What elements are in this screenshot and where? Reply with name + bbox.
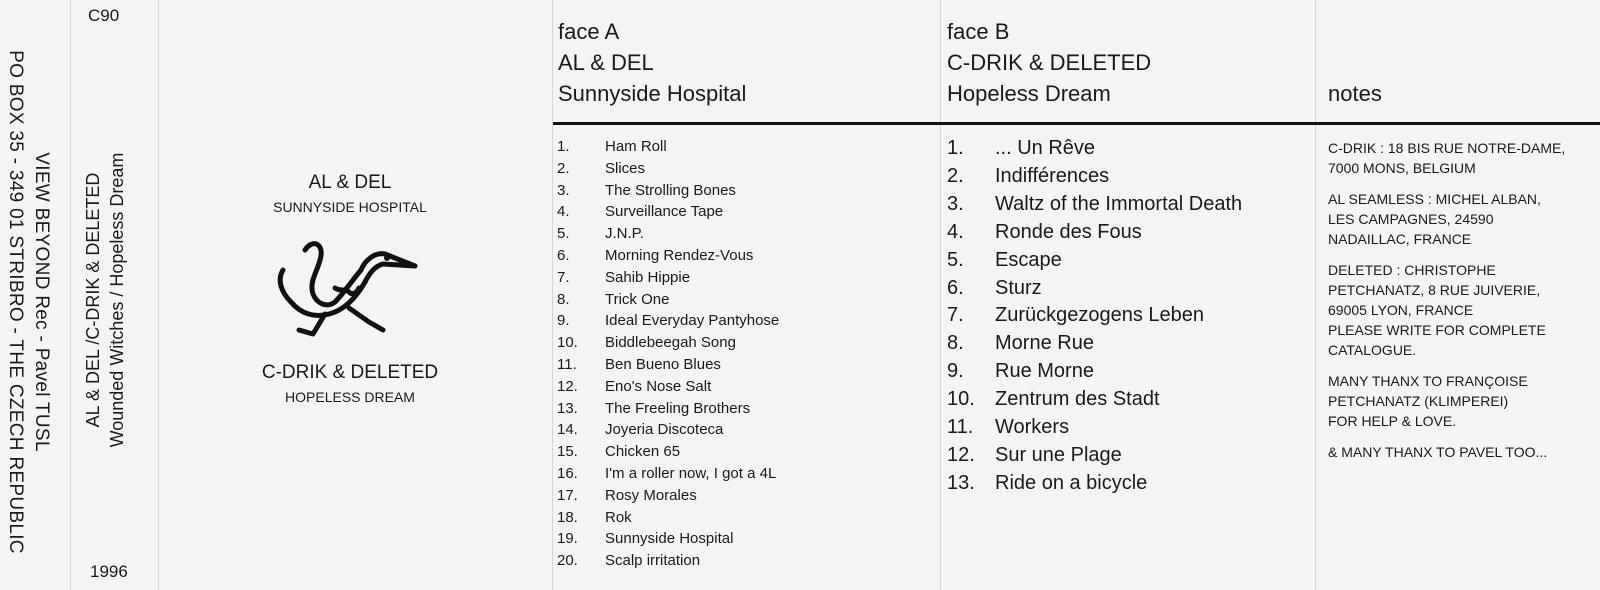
track-number: 1. xyxy=(947,137,964,159)
track-number: 5. xyxy=(557,225,570,243)
track-number: 11. xyxy=(557,355,577,373)
header-divider xyxy=(553,122,1600,125)
spine-titles xyxy=(81,60,129,540)
track-number: 4. xyxy=(947,220,964,243)
face-a-header xyxy=(558,16,746,109)
track-title: Chicken 65 xyxy=(605,443,681,461)
track-title: The Freeling Brothers xyxy=(605,399,751,417)
face-label: face A xyxy=(558,19,620,44)
track-title: Biddlebeegah Song xyxy=(605,334,736,352)
track-item xyxy=(557,507,779,529)
notes-paragraph xyxy=(1328,138,1598,178)
notes-line: MANY THANX TO FRANÇOISE xyxy=(1328,373,1528,389)
track-title: Morning Rendez-Vous xyxy=(605,246,754,264)
notes-line: CATALOGUE. xyxy=(1328,342,1417,358)
track-title: Waltz of the Immortal Death xyxy=(995,192,1243,215)
track-item xyxy=(947,442,1242,470)
track-item xyxy=(947,386,1242,414)
track-item xyxy=(557,180,779,202)
face-b-tracklist xyxy=(947,135,1242,498)
track-title: Eno's Nose Salt xyxy=(605,377,712,395)
track-title: Rue Morne xyxy=(995,360,1094,383)
track-number: 3. xyxy=(947,192,964,215)
track-number: 16. xyxy=(557,464,578,482)
track-item xyxy=(947,470,1242,498)
track-item xyxy=(947,330,1242,358)
track-title: Joyeria Discoteca xyxy=(605,421,724,439)
track-number: 1. xyxy=(557,138,570,155)
track-item xyxy=(557,398,779,420)
notes-line: LES CAMPAGNES, 24590 xyxy=(1328,211,1494,227)
track-title: Rosy Morales xyxy=(605,486,697,504)
track-item xyxy=(947,358,1242,386)
track-item xyxy=(557,550,779,572)
notes-line: 69005 LYON, FRANCE xyxy=(1328,302,1474,318)
notes-paragraph xyxy=(1328,260,1598,360)
notes-section xyxy=(1328,138,1598,473)
track-title: Ideal Everyday Pantyhose xyxy=(605,312,780,330)
fold-line xyxy=(158,0,159,590)
track-number: 13. xyxy=(557,399,578,417)
spine-title-line: AL & DEL /C-DRIK & DELETED xyxy=(83,172,103,428)
front-album-a: SUNNYSIDE HOSPITAL xyxy=(273,199,427,215)
notes-line: NADAILLAC, FRANCE xyxy=(1328,231,1472,247)
track-number: 11. xyxy=(947,416,974,439)
front-artist-b: C-DRIK & DELETED xyxy=(261,362,439,383)
track-item xyxy=(557,528,779,550)
track-item xyxy=(947,275,1242,303)
notes-line: 7000 MONS, BELGIUM xyxy=(1328,160,1476,176)
track-number: 18. xyxy=(557,508,578,526)
track-item xyxy=(557,289,779,311)
track-number: 8. xyxy=(557,290,570,308)
track-number: 12. xyxy=(947,443,975,466)
track-number: 15. xyxy=(557,443,578,461)
track-title: Trick One xyxy=(605,290,670,308)
notes-paragraph xyxy=(1328,442,1598,462)
track-item xyxy=(947,219,1242,247)
track-title: The Strolling Bones xyxy=(605,181,736,199)
face-label: face B xyxy=(947,19,1010,44)
track-title: J.N.P. xyxy=(605,225,644,243)
track-item xyxy=(947,302,1242,330)
track-title: Sur une Plage xyxy=(995,443,1122,466)
track-number: 14. xyxy=(557,421,578,439)
spine-title-line: Wounded Witches / Hopeless Dream xyxy=(107,152,127,448)
track-number: 6. xyxy=(947,276,964,299)
track-number: 17. xyxy=(557,486,578,504)
track-title: Ham Roll xyxy=(605,138,667,155)
track-item xyxy=(557,158,779,180)
fold-line xyxy=(552,0,553,590)
track-title: Zurückgezogens Leben xyxy=(995,304,1205,327)
track-number: 12. xyxy=(557,377,578,395)
track-item xyxy=(557,376,779,398)
track-title: Sahib Hippie xyxy=(605,268,691,286)
track-number: 3. xyxy=(557,181,570,199)
track-item xyxy=(557,463,779,485)
track-item xyxy=(557,223,779,245)
track-number: 9. xyxy=(947,360,964,383)
track-item xyxy=(557,419,779,441)
notes-line: PLEASE WRITE FOR COMPLETE xyxy=(1328,322,1546,338)
label-line: VIEW BEYOND Rec - Pavel TUSL xyxy=(31,152,52,452)
track-title: I'm a roller now, I got a 4L xyxy=(605,464,777,482)
track-title: Rok xyxy=(605,508,632,526)
track-number: 7. xyxy=(557,268,570,286)
track-item xyxy=(557,332,779,354)
face-title: Sunnyside Hospital xyxy=(558,81,747,106)
track-number: 10. xyxy=(557,334,578,352)
track-title: Scalp irritation xyxy=(605,552,701,570)
track-title: Slices xyxy=(605,159,646,177)
track-title: Morne Rue xyxy=(995,332,1094,355)
bird-logo-icon xyxy=(265,230,425,340)
track-number: 2. xyxy=(947,164,964,187)
track-title: Ronde des Fous xyxy=(995,220,1142,243)
track-title: Zentrum des Stadt xyxy=(995,388,1160,411)
track-item xyxy=(557,310,779,332)
track-title: Sunnyside Hospital xyxy=(605,530,734,548)
notes-line: PETCHANATZ (KLIMPEREI) xyxy=(1328,393,1509,409)
track-number: 9. xyxy=(557,312,570,330)
tape-format: C90 xyxy=(88,6,120,25)
fold-line xyxy=(1315,0,1316,590)
face-artist: C-DRIK & DELETED xyxy=(947,50,1152,75)
track-number: 7. xyxy=(947,304,964,327)
fold-line xyxy=(70,0,71,590)
track-number: 19. xyxy=(557,530,578,548)
front-artist-a: AL & DEL xyxy=(308,172,392,193)
notes-line: AL SEAMLESS : MICHEL ALBAN, xyxy=(1328,191,1541,207)
notes-paragraph xyxy=(1328,189,1598,249)
track-title: Escape xyxy=(995,248,1062,271)
notes-line: & MANY THANX TO PAVEL TOO... xyxy=(1328,444,1548,460)
track-item xyxy=(557,201,779,223)
fold-line xyxy=(940,0,941,590)
track-item xyxy=(557,245,779,267)
track-number: 2. xyxy=(557,159,570,177)
notes-line: PETCHANATZ, 8 RUE JUIVERIE, xyxy=(1328,282,1541,298)
track-title: Ride on a bicycle xyxy=(995,471,1148,494)
notes-heading: notes xyxy=(1328,81,1382,106)
track-title: Surveillance Tape xyxy=(605,203,724,221)
face-a-tracklist xyxy=(557,136,779,572)
track-title: Ben Bueno Blues xyxy=(605,355,721,373)
track-number: 13. xyxy=(947,471,975,494)
track-number: 10. xyxy=(947,388,975,411)
notes-line: C-DRIK : 18 BIS RUE NOTRE-DAME, xyxy=(1328,140,1566,156)
track-number: 20. xyxy=(557,552,578,570)
track-item xyxy=(947,135,1242,163)
track-item xyxy=(947,414,1242,442)
track-number: 4. xyxy=(557,203,570,221)
label-line: PO BOX 35 - 349 01 STRIBRO - THE CZECH REPUBLIC xyxy=(5,50,26,554)
track-item xyxy=(557,354,779,376)
track-title: Indifférences xyxy=(995,164,1110,187)
track-title: Sturz xyxy=(995,276,1042,299)
track-number: 6. xyxy=(557,246,570,264)
face-title: Hopeless Dream xyxy=(947,81,1111,106)
track-item xyxy=(947,191,1242,219)
track-title: Workers xyxy=(995,416,1070,439)
release-year: 1996 xyxy=(90,562,128,581)
track-item xyxy=(947,163,1242,191)
track-item xyxy=(557,485,779,507)
track-item xyxy=(557,267,779,289)
notes-line: DELETED : CHRISTOPHE xyxy=(1328,262,1496,278)
track-item xyxy=(557,136,779,158)
track-number: 8. xyxy=(947,332,964,355)
face-artist: AL & DEL xyxy=(558,50,654,75)
front-album-b: HOPELESS DREAM xyxy=(285,389,415,405)
label-address xyxy=(2,22,54,582)
notes-line: FOR HELP & LOVE. xyxy=(1328,413,1457,429)
track-item xyxy=(947,247,1242,275)
notes-paragraph xyxy=(1328,371,1598,431)
track-number: 5. xyxy=(947,248,964,271)
track-item xyxy=(557,441,779,463)
track-title: ... Un Rêve xyxy=(995,137,1096,159)
face-b-header xyxy=(947,16,1151,109)
